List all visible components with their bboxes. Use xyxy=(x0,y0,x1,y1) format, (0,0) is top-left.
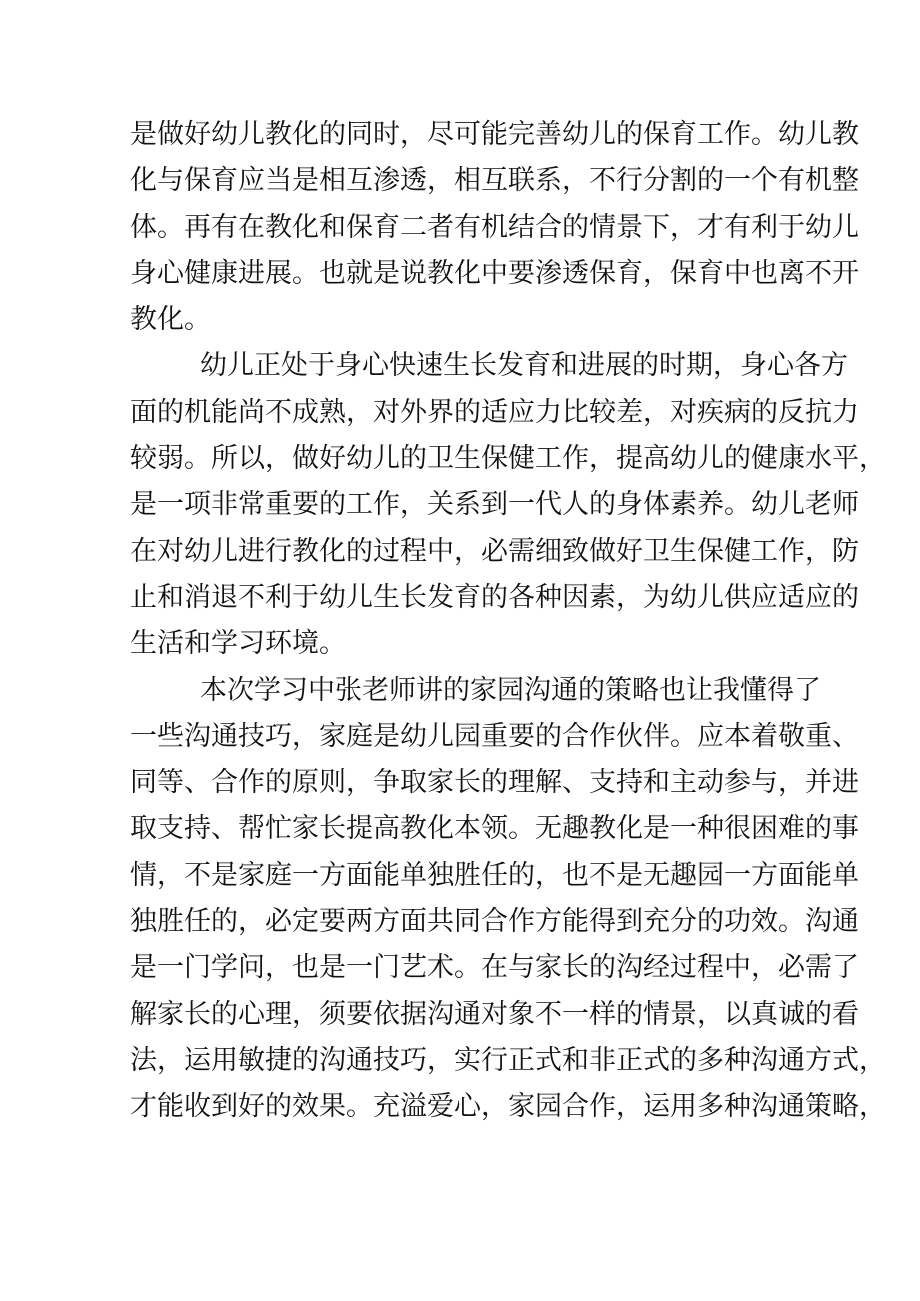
text-line: 解家长的心理，须要依据沟通对象不一样的情景，以真诚的看 xyxy=(130,998,859,1030)
text-line: 身心健康进展。也就是说教化中要渗透保育，保育中也离不开 xyxy=(130,257,859,289)
document-body xyxy=(130,112,886,1131)
text-line: 才能收到好的效果。充溢爱心，家园合作，运用多种沟通策略， xyxy=(130,1091,886,1123)
text-line: 在对幼儿进行教化的过程中，必需细致做好卫生保健工作，防 xyxy=(130,535,859,567)
text-line: 是一门学问，也是一门艺术。在与家长的沟经过程中，必需了 xyxy=(130,952,859,984)
text-line: 生活和学习环境。 xyxy=(130,628,346,660)
paragraph-2 xyxy=(130,343,886,667)
text-line: 情，不是家庭一方面能单独胜任的，也不是无趣园一方面能单 xyxy=(130,859,859,891)
paragraph-3 xyxy=(130,668,886,1131)
text-line: 本次学习中张老师讲的家园沟通的策略也让我懂得了 xyxy=(200,674,821,706)
text-line: 化与保育应当是相互渗透，相互联系，不行分割的一个有机整 xyxy=(130,165,859,197)
text-line: 幼儿正处于身心快速生长发育和进展的时期，身心各方 xyxy=(200,350,848,382)
text-line: 较弱。所以，做好幼儿的卫生保健工作，提高幼儿的健康水平， xyxy=(130,443,886,475)
text-line: 法，运用敏捷的沟通技巧，实行正式和非正式的多种沟通方式， xyxy=(130,1044,886,1076)
text-line: 一些沟通技巧，家庭是幼儿园重要的合作伙伴。应本着敬重、 xyxy=(130,720,859,752)
paragraph-1 xyxy=(130,112,859,343)
text-line: 面的机能尚不成熟，对外界的适应力比较差，对疾病的反抗力 xyxy=(130,396,859,428)
text-line: 独胜任的，必定要两方面共同合作方能得到充分的功效。沟通 xyxy=(130,906,859,938)
text-line: 是一项非常重要的工作，关系到一代人的身体素养。幼儿老师 xyxy=(130,489,859,521)
text-line: 体。再有在教化和保育二者有机结合的情景下，才有利于幼儿 xyxy=(130,211,859,243)
text-line: 同等、合作的原则，争取家长的理解、支持和主动参与，并进 xyxy=(130,767,859,799)
text-line: 止和消退不利于幼儿生长发育的各种因素，为幼儿供应适应的 xyxy=(130,581,859,613)
text-line: 教化。 xyxy=(130,304,211,336)
text-line: 是做好幼儿教化的同时，尽可能完善幼儿的保育工作。幼儿教 xyxy=(130,119,859,150)
text-line: 取支持、帮忙家长提高教化本领。无趣教化是一种很困难的事 xyxy=(130,813,859,845)
